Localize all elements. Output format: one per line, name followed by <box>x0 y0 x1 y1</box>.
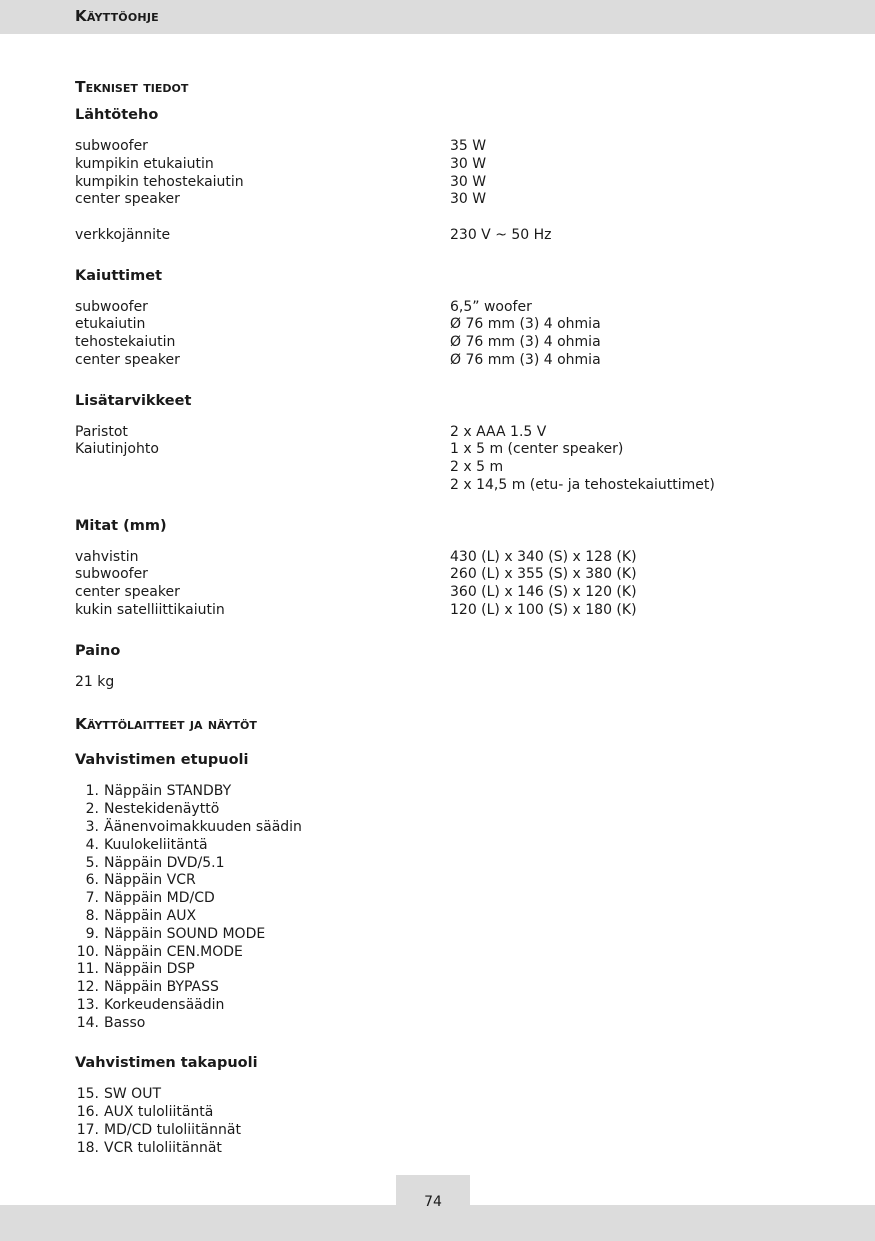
output-heading: Lähtöteho <box>75 107 159 123</box>
spec-label <box>75 459 450 477</box>
spec-label: subwoofer <box>75 566 148 583</box>
spec-row <box>75 566 835 584</box>
spec-label <box>75 477 450 495</box>
spec-value: 30 W <box>450 191 487 208</box>
spec-value: Ø 76 mm (3) 4 ohmia <box>450 316 601 333</box>
spacer <box>75 691 835 711</box>
item-number: 16. <box>76 1104 99 1121</box>
list-item <box>75 1104 835 1122</box>
spec-row-mains <box>75 227 835 245</box>
item-number: 5. <box>85 854 99 871</box>
item-number: 4. <box>85 836 99 853</box>
spacer <box>75 620 835 638</box>
spec-label: vahvistin <box>75 548 139 565</box>
front-panel-heading: Vahvistimen etupuoli <box>75 752 249 769</box>
spec-row <box>75 477 835 495</box>
spec-value: 260 (L) x 355 (S) x 380 (K) <box>450 566 637 583</box>
spec-value: Ø 76 mm (3) 4 ohmia <box>450 351 601 368</box>
spacer <box>75 370 835 388</box>
item-number: 1. <box>85 783 99 800</box>
item-text: Näppäin VCR <box>104 872 196 889</box>
item-text: Kuulokeliitäntä <box>104 836 208 853</box>
spec-label: Paristot <box>75 423 128 440</box>
spec-row <box>75 424 835 442</box>
spacer <box>75 209 835 227</box>
spec-value: 1 x 5 m (center speaker) <box>450 441 624 458</box>
weight-value: 21 kg <box>75 673 115 690</box>
list-item <box>75 783 835 801</box>
item-number: 13. <box>76 996 99 1013</box>
spec-label: Kaiutinjohto <box>75 441 159 458</box>
spec-value: 230 V ~ 50 Hz <box>450 226 552 243</box>
item-text: VCR tuloliitännät <box>104 1139 222 1156</box>
spec-row <box>75 549 835 567</box>
spacer <box>75 739 835 747</box>
rear-panel-heading: Vahvistimen takapuoli <box>75 1055 258 1072</box>
list-item <box>75 1140 835 1158</box>
spec-label: center speaker <box>75 191 180 208</box>
page-number: 74 <box>396 1175 470 1215</box>
speakers-heading: Kaiuttimet <box>75 267 163 284</box>
spec-value: 30 W <box>450 155 487 172</box>
header-band <box>0 0 875 34</box>
list-item <box>75 1122 835 1140</box>
spec-value: 2 x 5 m <box>450 459 504 476</box>
page-content <box>75 74 835 1157</box>
item-number: 11. <box>76 961 99 978</box>
spacer <box>75 495 835 513</box>
spec-label: etukaiutin <box>75 316 146 333</box>
spec-row <box>75 441 835 459</box>
weight-row <box>75 674 835 692</box>
dimensions-heading: Mitat (mm) <box>75 517 167 534</box>
spec-label: subwoofer <box>75 138 148 154</box>
spec-row <box>75 352 835 370</box>
tech-specs-title: Tekniset tiedot <box>75 78 189 96</box>
list-item <box>75 979 835 997</box>
list-item <box>75 997 835 1015</box>
list-item <box>75 872 835 890</box>
list-item <box>75 837 835 855</box>
accessories-heading: Lisätarvikkeet <box>75 392 192 409</box>
list-item <box>75 819 835 837</box>
list-item <box>75 1086 835 1104</box>
spacer <box>75 245 835 263</box>
spec-row <box>75 316 835 334</box>
spec-row <box>75 299 835 317</box>
item-text: MD/CD tuloliitännät <box>104 1121 241 1138</box>
item-number: 12. <box>76 979 99 996</box>
item-text: Nestekidenäyttö <box>104 801 220 818</box>
item-number: 9. <box>85 925 99 942</box>
spec-value: 6,5” woofer <box>450 298 532 315</box>
item-number: 2. <box>85 801 99 818</box>
list-item <box>75 944 835 962</box>
spec-label: verkkojännite <box>75 226 171 243</box>
item-number: 14. <box>76 1014 99 1031</box>
item-text: AUX tuloliitäntä <box>104 1104 214 1121</box>
item-text: Näppäin BYPASS <box>104 979 219 996</box>
list-item <box>75 908 835 926</box>
spec-label: kumpikin etukaiutin <box>75 155 214 172</box>
list-item <box>75 890 835 908</box>
item-text: Näppäin DSP <box>104 961 195 978</box>
item-text: Näppäin SOUND MODE <box>104 925 266 942</box>
spec-row <box>75 334 835 352</box>
item-text: Näppäin STANDBY <box>104 783 232 800</box>
item-number: 8. <box>85 907 99 924</box>
spec-row <box>75 156 835 174</box>
spec-label: tehostekaiutin <box>75 334 176 351</box>
document-title: Käyttöohje <box>75 7 159 25</box>
spec-row <box>75 138 835 156</box>
list-item <box>75 855 835 873</box>
item-number: 7. <box>85 890 99 907</box>
item-text: SW OUT <box>104 1086 161 1103</box>
spec-label: center speaker <box>75 584 180 601</box>
item-text: Näppäin AUX <box>104 907 197 924</box>
item-text: Näppäin DVD/5.1 <box>104 854 225 871</box>
spec-row <box>75 459 835 477</box>
item-text: Basso <box>104 1014 146 1031</box>
spacer <box>75 1032 835 1050</box>
spec-label: kukin satelliittikaiutin <box>75 601 225 618</box>
spec-value: 360 (L) x 146 (S) x 120 (K) <box>450 584 637 601</box>
spec-value: Ø 76 mm (3) 4 ohmia <box>450 334 601 351</box>
item-number: 6. <box>85 872 99 889</box>
item-number: 18. <box>76 1139 99 1156</box>
list-item <box>75 961 835 979</box>
item-number: 10. <box>76 943 99 960</box>
item-text: Äänenvoimakkuuden säädin <box>104 818 302 835</box>
list-item <box>75 1015 835 1033</box>
spec-row <box>75 191 835 209</box>
item-number: 15. <box>76 1086 99 1103</box>
spec-value: 430 (L) x 340 (S) x 128 (K) <box>450 548 637 565</box>
spec-value: 2 x 14,5 m (etu- ja tehostekaiuttimet) <box>450 476 715 493</box>
spec-row <box>75 602 835 620</box>
item-text: Näppäin CEN.MODE <box>104 943 243 960</box>
spec-value: 2 x AAA 1.5 V <box>450 423 547 440</box>
spec-label: center speaker <box>75 351 180 368</box>
spec-label: subwoofer <box>75 298 148 315</box>
item-text: Korkeudensäädin <box>104 996 225 1013</box>
spec-value: 120 (L) x 100 (S) x 180 (K) <box>450 601 637 618</box>
controls-title: Käyttölaitteet ja näytöt <box>75 715 257 734</box>
item-text: Näppäin MD/CD <box>104 890 215 907</box>
spec-row <box>75 174 835 192</box>
item-number: 17. <box>76 1121 99 1138</box>
list-item <box>75 801 835 819</box>
spec-value: 30 W <box>450 173 487 190</box>
list-item <box>75 926 835 944</box>
spec-row <box>75 584 835 602</box>
item-number: 3. <box>85 818 99 835</box>
weight-heading: Paino <box>75 642 121 659</box>
spec-label: kumpikin tehostekaiutin <box>75 173 244 190</box>
spec-value: 35 W <box>450 138 487 154</box>
